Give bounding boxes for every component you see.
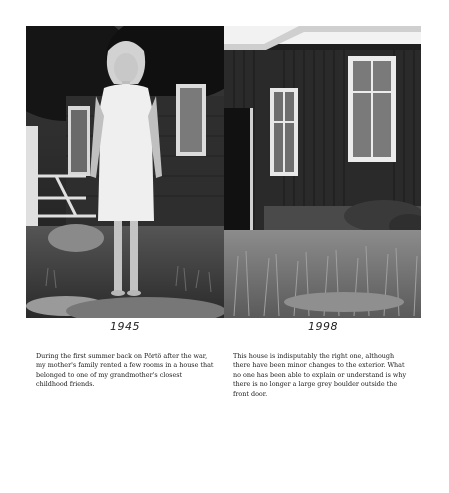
caption-left: During the first summer back on Pörtö after the war, my mother's family rented a few rooms in a house that belonged to one of my grandmother's closest childhood friends. [36,352,214,389]
year-label-right: 1998 [308,320,338,333]
year-label-left: 1945 [110,320,140,333]
photo-1998-house [224,26,421,318]
photo-1945-girl [26,26,224,318]
caption-right: This house is indisputably the right one, although there have been minor changes to the exterior. What no one has been able to explain or understand is why there is no longer a large grey boulder outside the front door. [233,352,407,398]
